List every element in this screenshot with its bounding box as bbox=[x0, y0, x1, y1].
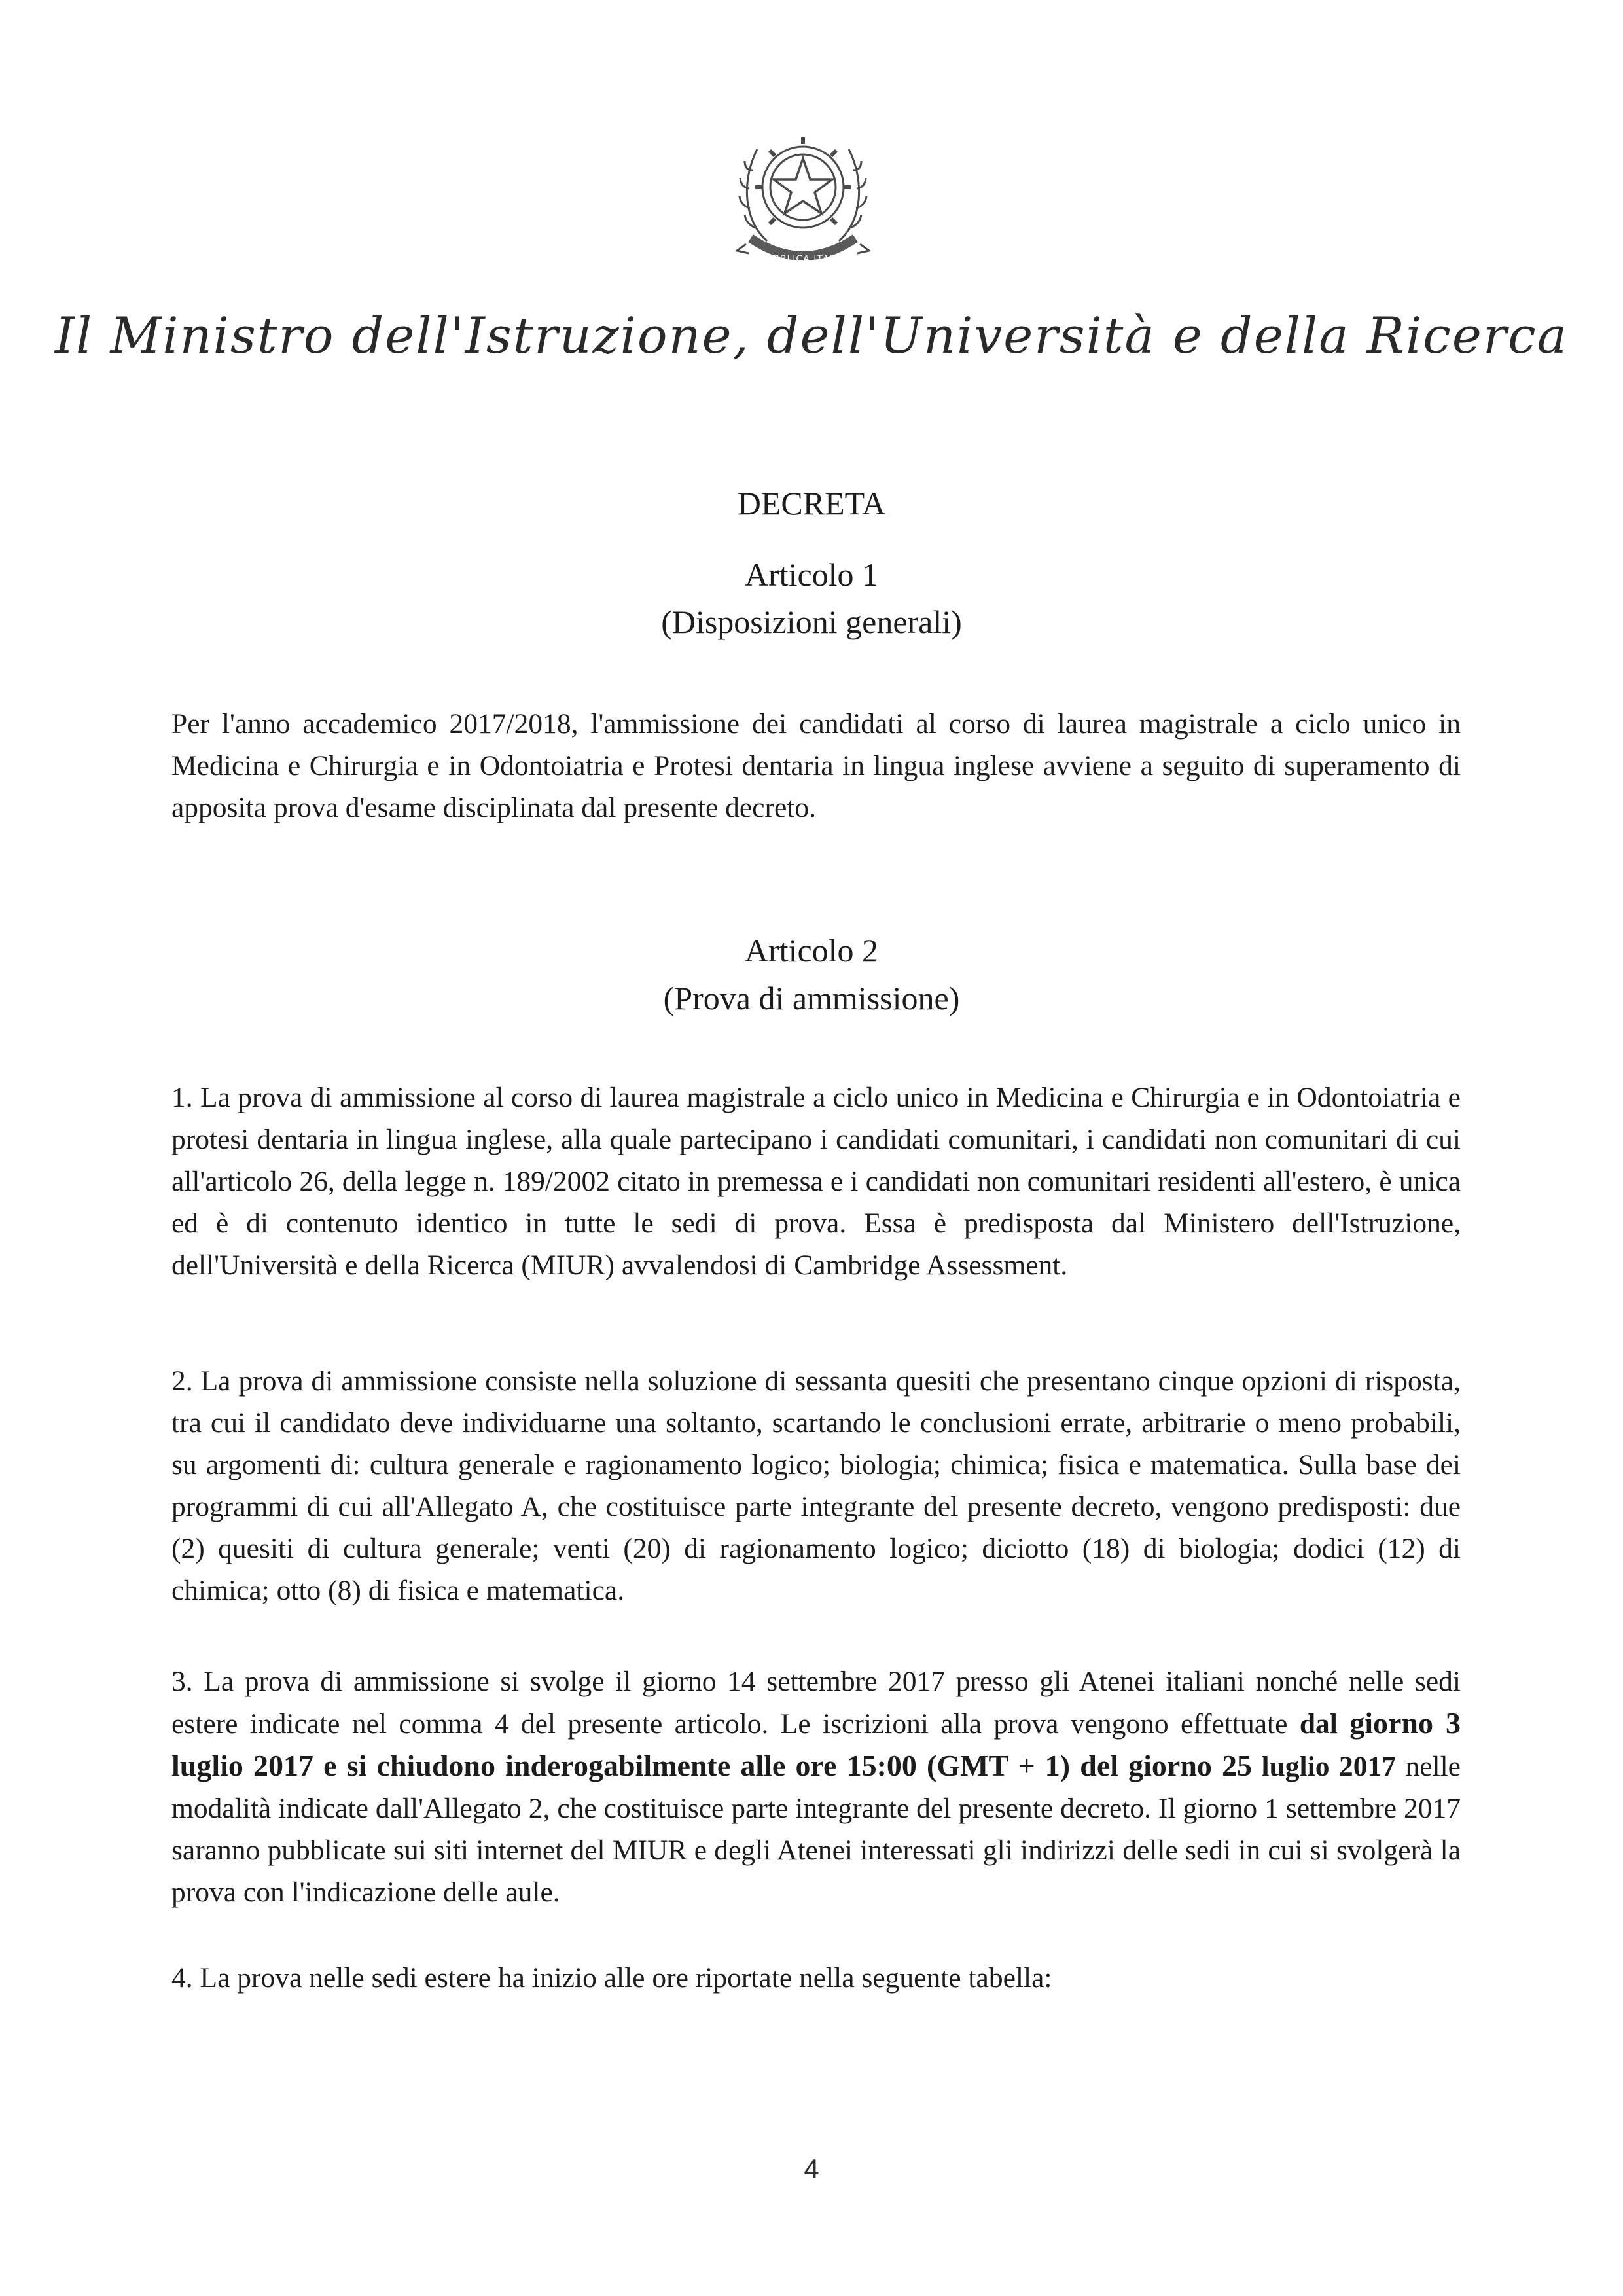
article1-title: (Disposizioni generali) bbox=[661, 603, 962, 640]
article2-paragraph-3 bbox=[171, 1660, 1461, 1913]
article2-paragraph-2: 2. La prova di ammissione consiste nella soluzione di sessanta quesiti che presentano cinque opzioni di risposta, tra cui il candidato deve individuarne una soltanto, scartando le conclusioni errate, arbitrarie o meno probabili, su argomenti di: cultura generale e ragionamento logico; biologia; chimica; fisica e matematica. Sulla base dei programmi di cui all'Allegato A, che costituisce parte integrante del presente decreto, vengono predisposti: due (2) quesiti di cultura generale; venti (20) di ragionamento logico; diciotto (18) di biologia; dodici (12) di chimica; otto (8) di fisica e matematica. bbox=[171, 1365, 1461, 1606]
registration-dates-1: dal bbox=[1299, 1708, 1338, 1740]
page-number: 4 bbox=[804, 2153, 819, 2184]
decree-heading: DECRETA bbox=[737, 485, 886, 522]
emblem-text: REPUBBLICA ITALIANA bbox=[746, 254, 860, 264]
article1-text: Per l'anno accademico 2017/2018, l'ammissione dei candidati al corso di laurea magistrale a ciclo unico in Medicina e Chirurgia e in Odontoiatria e Protesi dentaria in lingua inglese avviene a seguito di superamento di apposita prova d'esame disciplinata dal presente decreto. bbox=[171, 708, 1461, 823]
registration-dates-2: giorno 3 luglio 2017 e si chiudono inderogabilmente alle ore 15:00 (GMT + 1) del giorno 25 bbox=[171, 1706, 1461, 1782]
article2-paragraph-1: 1. La prova di ammissione al corso di laurea magistrale a ciclo unico in Medicina e Chirurgia e in Odontoiatria e protesi dentaria in lingua inglese, alla quale partecipano i candidati comunitari, i candidati non comunitari di cui all'articolo 26, della legge n. 189/2002 citato in premessa e i candidati non comunitari residenti all'estero, è unica ed è di contenuto identico in tutte le sedi di prova. Essa è predisposta dal Ministero dell'Istruzione, dell'Università e della Ricerca (MIUR) avvalendosi di Cambridge Assessment. bbox=[171, 1082, 1461, 1281]
article2-paragraph-4: 4. La prova nelle sedi estere ha inizio alle ore riportate nella seguente tabella: bbox=[171, 1962, 1052, 1994]
article1-number: Articolo 1 bbox=[744, 556, 879, 593]
ministry-title: Il Ministro dell'Istruzione, dell'Università e della Ricerca bbox=[54, 306, 1569, 365]
paragraph-3-end: nelle modalità indicate dall'Allegato 2, che costituisce parte integrante del presente decreto. Il giorno 1 settembre 2017 saranno pubblicate sui siti internet del MIUR e degli Atenei interessati gli indirizzi delle sedi in cui si svolgerà la prova con l'indicazione delle aule. bbox=[171, 1751, 1461, 1908]
registration-dates-3: luglio 2017 bbox=[1261, 1751, 1396, 1782]
emblem-of-italy-icon bbox=[728, 110, 878, 287]
paragraph-3-start: 3. La prova di ammissione si svolge il giorno 14 settembre 2017 presso gli Atenei italiani nonché nelle sedi estere indicate nel comma 4 del presente articolo. Le iscrizioni alla prova vengono effettuate bbox=[171, 1666, 1461, 1740]
article2-number: Articolo 2 bbox=[744, 932, 879, 969]
article2-title: (Prova di ammissione) bbox=[663, 980, 960, 1016]
